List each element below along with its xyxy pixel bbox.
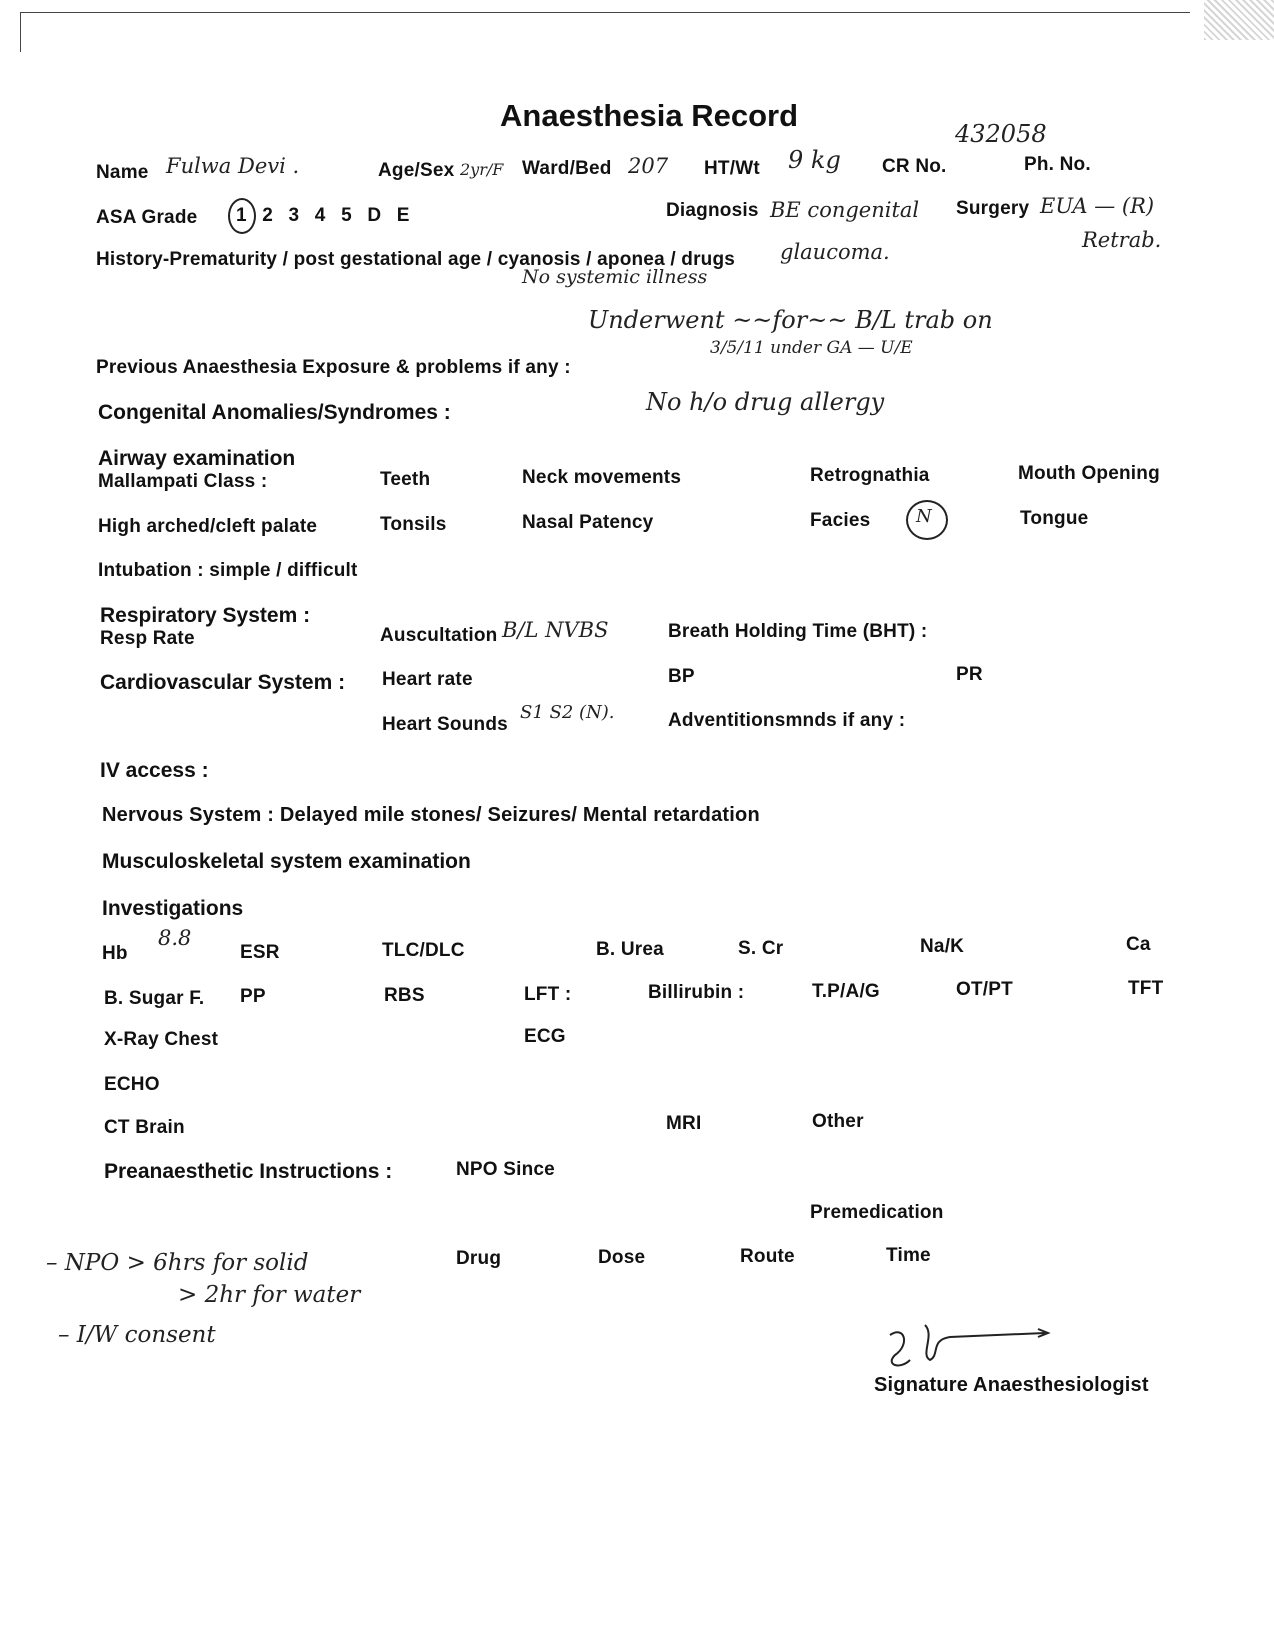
history-label: History-Prematurity / post gestational age / cyanosis / aponea / drugs [96, 249, 736, 270]
diagnosis-value: BE congenital [770, 198, 920, 222]
asa-label: ASA Grade [96, 207, 198, 228]
iv-access-label: IV access : [100, 759, 209, 782]
asa-option-3: 3 [288, 205, 300, 226]
preanaesthetic-note: > 2hr for water [178, 1282, 361, 1308]
retrognathia-label: Retrognathia [810, 465, 930, 486]
diagnosis-value-2: glaucoma. [780, 240, 890, 264]
name-label: Name [96, 162, 149, 183]
mri-label: MRI [666, 1113, 702, 1134]
bilirubin-label: Billirubin : [648, 982, 745, 1003]
name-value: Fulwa Devi . [166, 154, 300, 178]
ecg-label: ECG [524, 1026, 566, 1047]
teeth-label: Teeth [380, 469, 431, 490]
ct-label: CT Brain [104, 1117, 185, 1138]
heart-sounds-label: Heart Sounds [382, 714, 508, 735]
asa-option-2: 2 [262, 205, 274, 226]
sugar-label: B. Sugar F. [104, 988, 205, 1009]
auscultation-label: Auscultation [380, 625, 498, 646]
scan-noise [1204, 0, 1274, 40]
lft-label: LFT : [524, 984, 572, 1005]
hb-label: Hb [102, 943, 128, 964]
preanaesthetic-label: Preanaesthetic Instructions : [104, 1160, 393, 1183]
asa-options [236, 205, 410, 227]
cr-label: CR No. [882, 156, 947, 177]
asa-option-e: E [396, 205, 410, 226]
surgery-label: Surgery [956, 198, 1030, 219]
asa-option-4: 4 [314, 205, 326, 226]
tpag-label: T.P/A/G [812, 981, 880, 1002]
preanaesthetic-note: – NPO > 6hrs for solid [46, 1250, 309, 1276]
respiratory-heading: Respiratory System : [100, 604, 311, 627]
asa-option-d: D [367, 205, 382, 226]
congenital-note: No h/o drug allergy [646, 388, 885, 416]
congenital-label: Congenital Anomalies/Syndromes : [98, 401, 451, 424]
ward-value: 207 [628, 154, 669, 178]
heart-sounds-value: S1 S2 (N). [520, 702, 615, 723]
previous-anaesthesia-label: Previous Anaesthesia Exposure & problems if any : [96, 357, 571, 378]
investigations-heading: Investigations [102, 897, 244, 920]
premed-col-route: Route [740, 1246, 795, 1267]
urea-label: B. Urea [596, 939, 664, 960]
agesex-value: 2yr/F [460, 160, 504, 179]
page-border [20, 12, 1190, 13]
history-note: 3/5/11 under GA — U/E [710, 338, 913, 358]
history-note: Underwent ~~for~~ B/L trab on [588, 306, 993, 334]
auscultation-value: B/L NVBS [502, 618, 609, 642]
premed-col-time: Time [886, 1245, 931, 1266]
mouth-label: Mouth Opening [1018, 463, 1160, 484]
cardio-heading: Cardiovascular System : [100, 671, 346, 694]
pp-label: PP [240, 986, 266, 1007]
esr-label: ESR [240, 942, 280, 963]
asa-option-5: 5 [341, 205, 352, 226]
ph-label: Ph. No. [1024, 154, 1091, 175]
cr-number-handwritten: 432058 [955, 120, 1047, 148]
resp-rate-label: Resp Rate [100, 628, 195, 649]
hb-value: 8.8 [158, 926, 192, 950]
nak-label: Na/K [920, 936, 965, 957]
heart-rate-label: Heart rate [382, 669, 473, 690]
rbs-label: RBS [384, 985, 425, 1006]
premed-col-dose: Dose [598, 1247, 646, 1268]
asa-option-1: 1 [236, 205, 247, 226]
htwt-value: 9 kg [788, 146, 841, 174]
pr-label: PR [956, 664, 983, 685]
page-title: Anaesthesia Record [500, 98, 799, 133]
mallampati-label: Mallampati Class : [98, 471, 268, 492]
otpt-label: OT/PT [956, 979, 1013, 1000]
premedication-heading: Premedication [810, 1202, 944, 1223]
nasal-label: Nasal Patency [522, 512, 654, 533]
preanaesthetic-note: – I/W consent [58, 1322, 216, 1348]
premed-col-drug: Drug [456, 1248, 502, 1269]
selected-circle [228, 198, 256, 234]
surgery-value-2: Retrab. [1082, 228, 1162, 252]
neck-label: Neck movements [522, 467, 682, 488]
signature-label: Signature Anaesthesiologist [874, 1374, 1149, 1396]
diagnosis-label: Diagnosis [666, 200, 759, 221]
page-border [20, 12, 21, 52]
airway-heading: Airway examination [98, 447, 296, 470]
echo-label: ECHO [104, 1074, 160, 1095]
tonsils-label: Tonsils [380, 514, 447, 535]
htwt-label: HT/Wt [704, 158, 760, 179]
tlc-label: TLC/DLC [382, 940, 465, 961]
npo-label: NPO Since [456, 1159, 555, 1180]
tft-label: TFT [1128, 978, 1164, 999]
scr-label: S. Cr [738, 938, 784, 959]
ward-label: Ward/Bed [522, 158, 612, 179]
other-label: Other [812, 1111, 864, 1132]
bht-label: Breath Holding Time (BHT) : [668, 621, 928, 642]
nervous-label: Nervous System : Delayed mile stones/ Seizures/ Mental retardation [102, 804, 760, 826]
palate-label: High arched/cleft palate [98, 516, 318, 537]
musculo-label: Musculoskeletal system examination [102, 850, 471, 873]
history-note: No systemic illness [522, 266, 708, 288]
ca-label: Ca [1126, 934, 1151, 955]
surgery-value: EUA — (R) [1040, 194, 1155, 218]
tongue-label: Tongue [1020, 508, 1089, 529]
bp-label: BP [668, 666, 695, 687]
agesex-label: Age/Sex [378, 160, 455, 181]
xray-label: X-Ray Chest [104, 1029, 219, 1050]
facies-value: N [916, 506, 932, 527]
adventitious-label: Adventitionsmnds if any : [668, 710, 906, 731]
facies-label: Facies [810, 510, 871, 531]
intubation-label: Intubation : simple / difficult [98, 560, 358, 581]
